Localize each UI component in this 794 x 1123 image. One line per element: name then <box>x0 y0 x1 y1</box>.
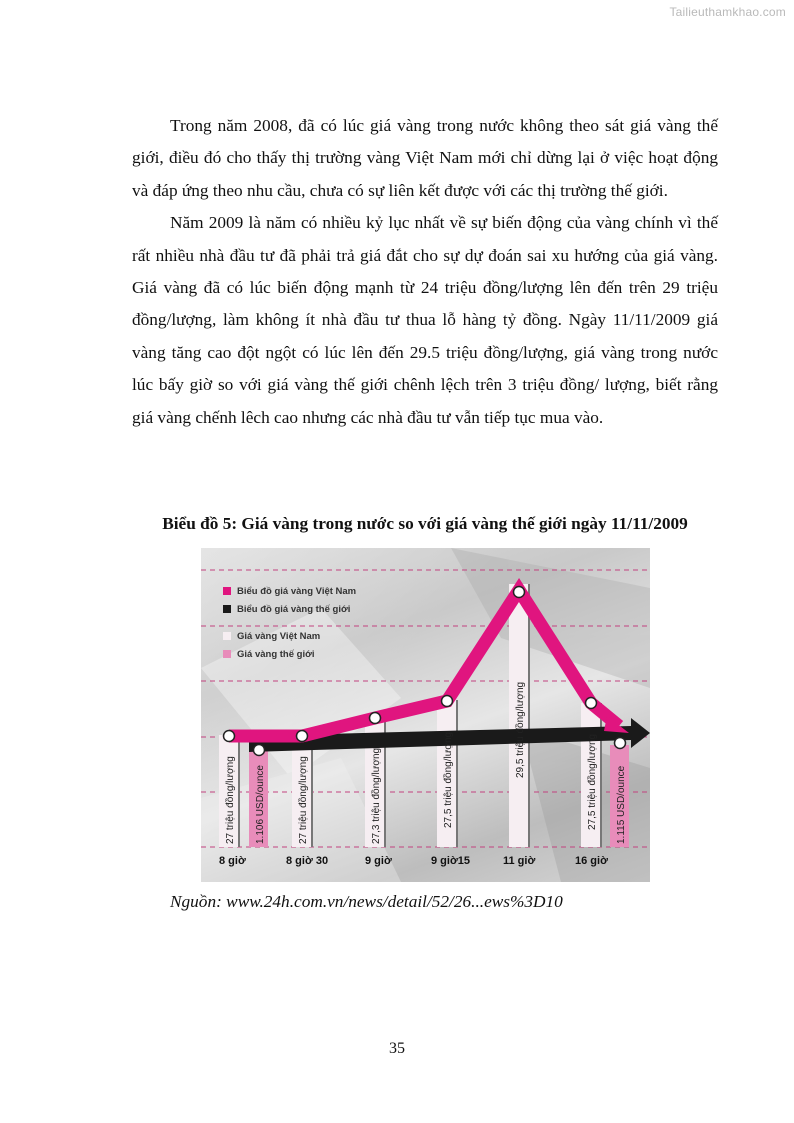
bar-label: 27,5 triệu đồng/lượng <box>443 731 454 828</box>
legend-label: Giá vàng thế giới <box>237 648 315 660</box>
chart-caption: Biểu đồ 5: Giá vàng trong nước so với giá vàng thế giới ngày 11/11/2009 <box>162 514 688 533</box>
x-label: 9 giờ15 <box>431 855 471 867</box>
x-label: 16 giờ <box>575 855 608 867</box>
legend-swatch-icon <box>223 650 231 658</box>
gold-price-chart <box>201 548 650 882</box>
source-citation: Nguồn: www.24h.com.vn/news/detail/52/26...ews%3D10 <box>170 892 563 911</box>
chart-legend <box>223 582 356 663</box>
x-label: 9 giờ <box>365 855 392 867</box>
bar-label: 27 triệu đồng/lượng <box>225 756 236 844</box>
legend-item <box>223 645 356 663</box>
legend-label: Giá vàng Việt Nam <box>237 630 321 642</box>
x-label: 8 giờ 30 <box>286 855 329 867</box>
legend-swatch-icon <box>223 587 231 595</box>
legend-label: Biểu đồ giá vàng Việt Nam <box>237 585 357 597</box>
x-label: 11 giờ <box>503 855 536 867</box>
bar-label: 1.106 USD/ounce <box>255 765 266 844</box>
legend-item <box>223 582 356 600</box>
bar-label: 27,5 triệu đồng/lượng <box>587 733 598 830</box>
paragraph-1: Trong năm 2008, đã có lúc giá vàng trong nước không theo sát giá vàng thế giới, điều đó cho thấy thị trường vàng Việt Nam mới chỉ dừng lại ở việc hoạt động và đáp ứng theo nhu cầu, chưa có sự liên kết được với các thị trường thế giới. <box>132 116 718 200</box>
page-number: 35 <box>389 1040 405 1057</box>
legend-item <box>223 627 356 645</box>
paragraph-2: Năm 2009 là năm có nhiều kỷ lục nhất về sự biến động của vàng chính vì thế rất nhiều nhà đầu tư đã phải trả giá đắt cho sự dự đoán sai xu hướng của giá vàng. Giá vàng đã có lúc biến động mạnh từ 24 triệu đồng/lượng lên đến trên 29 triệu đồng/lượng, làm không ít nhà đầu tư thua lỗ hàng tỷ đồng. Ngày 11/11/2009 giá vàng tăng cao đột ngột có lúc lên đến 29.5 triệu đồng/lượng, giá vàng trong nước lúc bấy giờ so với giá vàng thế giới chênh lệch trên 3 triệu đồng/ lượng, biết rằng giá vàng chếnh lêch cao nhưng các nhà đầu tư vẫn tiếp tục mua vào. <box>132 213 718 427</box>
watermark: Tailieuthamkhao.com <box>669 5 786 19</box>
x-label: 8 giờ <box>219 855 246 867</box>
body-text <box>132 110 718 434</box>
legend-label: Biểu đồ giá vàng thế giới <box>237 603 351 615</box>
legend-item <box>223 600 356 618</box>
legend-swatch-icon <box>223 605 231 613</box>
bar-label: 29,5 triệu đồng/lượng <box>515 681 526 778</box>
bar-label: 1.115 USD/ounce <box>616 765 627 844</box>
bar-label: 27,3 triệu đồng/lượng <box>371 747 382 844</box>
bar-label: 27 triệu đồng/lượng <box>298 756 309 844</box>
legend-swatch-icon <box>223 632 231 640</box>
